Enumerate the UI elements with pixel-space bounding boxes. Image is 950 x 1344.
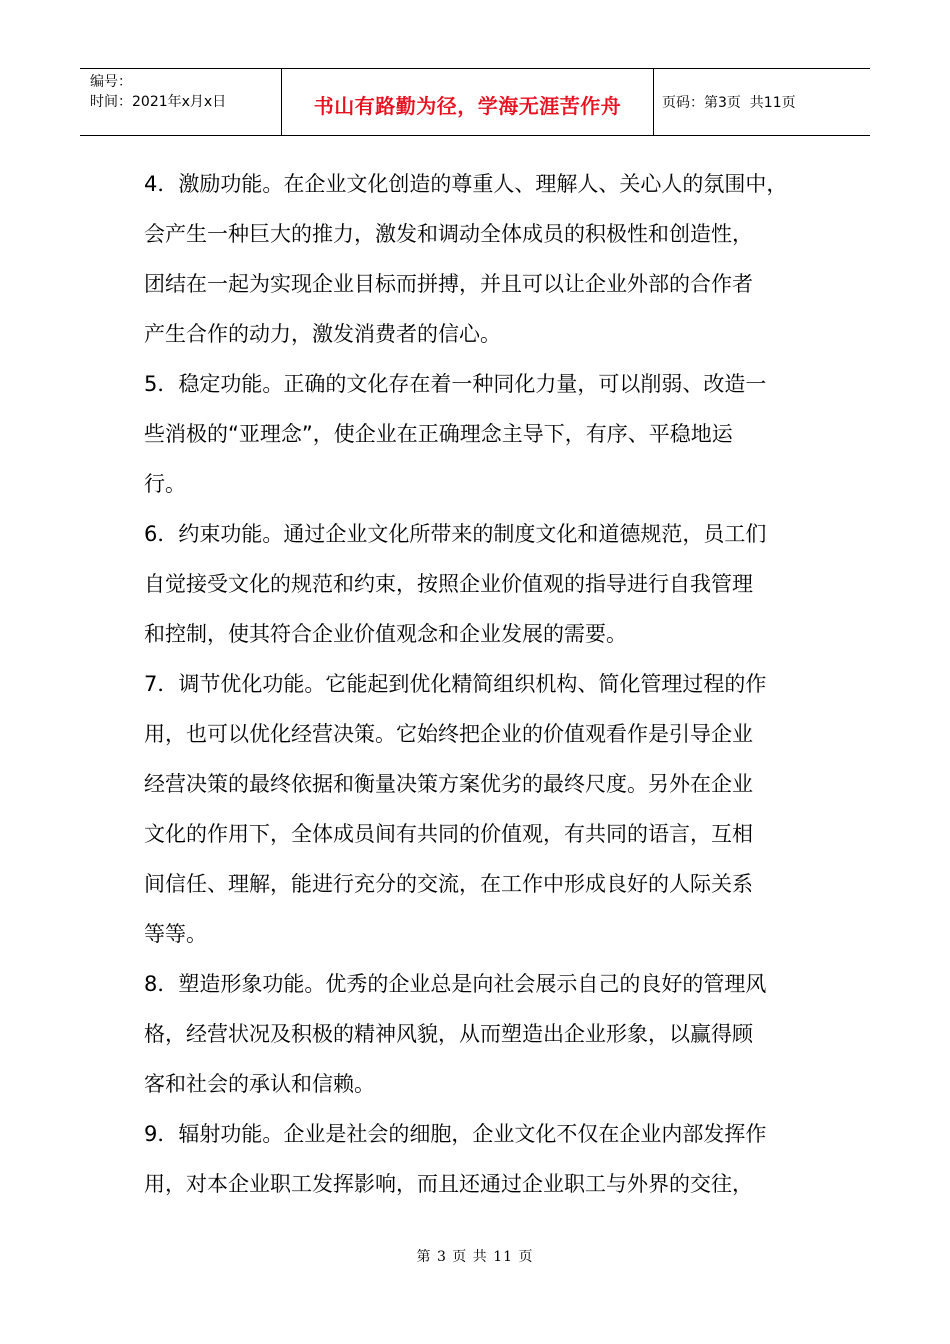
text-line: 5．稳定功能。正确的文化存在着一种同化力量，可以削弱、改造一	[144, 372, 767, 396]
text-line: 行。	[144, 472, 186, 496]
text-line: 和控制，使其符合企业价值观念和企业发展的需要。	[144, 622, 627, 646]
date-label: 时间：2021年x月x日	[90, 94, 227, 110]
text-line: 客和社会的承认和信赖。	[144, 1072, 375, 1096]
page-footer: 第 3 页 共 11 页	[416, 1249, 534, 1265]
text-line: 用，对本企业职工发挥影响，而且还通过企业职工与外界的交往，	[144, 1172, 753, 1196]
paragraph-9	[144, 1109, 824, 1209]
text-line: 4．激励功能。在企业文化创造的尊重人、理解人、关心人的氛围中，	[144, 172, 788, 196]
text-line: 会产生一种巨大的推力，激发和调动全体成员的积极性和创造性，	[144, 222, 753, 246]
text-line: 团结在一起为实现企业目标而拼搏，并且可以让企业外部的合作者	[144, 272, 753, 296]
text-line: 8．塑造形象功能。优秀的企业总是向社会展示自己的良好的管理风	[144, 972, 767, 996]
text-line: 间信任、理解，能进行充分的交流，在工作中形成良好的人际关系	[144, 872, 753, 896]
header-table	[80, 68, 870, 136]
text-line: 经营决策的最终依据和衡量决策方案优劣的最终尺度。另外在企业	[144, 772, 753, 796]
text-line: 自觉接受文化的规范和约束，按照企业价值观的指导进行自我管理	[144, 572, 753, 596]
text-line: 文化的作用下，全体成员间有共同的价值观，有共同的语言，互相	[144, 822, 753, 846]
text-line: 6．约束功能。通过企业文化所带来的制度文化和道德规范，员工们	[144, 522, 767, 546]
paragraph-5	[144, 359, 824, 509]
header-motto-cell	[282, 69, 654, 135]
number-label: 编号：	[90, 74, 132, 90]
paragraph-8	[144, 959, 824, 1109]
header-page-cell	[654, 69, 870, 135]
text-line: 些消极的“亚理念”，使企业在正确理念主导下，有序、平稳地运	[144, 422, 733, 446]
document-body	[144, 159, 824, 1209]
text-line: 产生合作的动力，激发消费者的信心。	[144, 322, 501, 346]
paragraph-6	[144, 509, 824, 659]
text-line: 格，经营状况及积极的精神风貌，从而塑造出企业形象，以赢得顾	[144, 1022, 753, 1046]
text-line: 9．辐射功能。企业是社会的细胞，企业文化不仅在企业内部发挥作	[144, 1122, 767, 1146]
text-line: 7．调节优化功能。它能起到优化精简组织机构、简化管理过程的作	[144, 672, 767, 696]
paragraph-4	[144, 159, 824, 359]
text-line: 等等。	[144, 922, 207, 946]
text-line: 用，也可以优化经营决策。它始终把企业的价值观看作是引导企业	[144, 722, 753, 746]
page-info: 页码：第3页 共11页	[662, 95, 796, 111]
header-meta-cell	[80, 69, 282, 135]
paragraph-7	[144, 659, 824, 959]
motto: 书山有路勤为径，学海无涯苦作舟	[313, 93, 622, 118]
